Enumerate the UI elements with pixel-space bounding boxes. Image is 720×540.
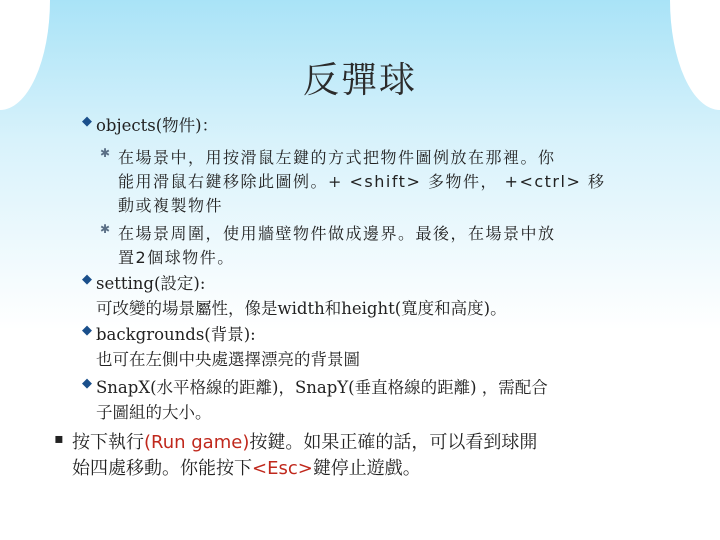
objects-sub2-line1: 在場景周圍，使用牆壁物件做成邊界。最後，在場景中放 xyxy=(118,224,556,243)
slide-title: 反彈球 xyxy=(302,60,417,101)
objects-sub1-line3: 動或複製物件 xyxy=(118,196,224,215)
run-line2 xyxy=(72,457,421,481)
square-bullet-icon xyxy=(52,431,66,455)
objects-sub1-line2 xyxy=(118,170,605,194)
objects-sub1-text-c: 移 xyxy=(581,172,606,191)
run-text-c: 始四處移動。你能按下 xyxy=(72,458,252,479)
backgrounds-body: 也可在左側中央處選擇漂亮的背景圖 xyxy=(96,350,360,369)
snap-line2: 子圖組的大小。 xyxy=(96,403,212,422)
diamond-bullet-icon xyxy=(80,376,94,400)
objects-sub1-text-a: 能用滑鼠右鍵移除此圖例。+ xyxy=(118,172,350,191)
run-game-label: (Run game) xyxy=(144,432,250,453)
run-line1 xyxy=(72,431,537,455)
run-text-a: 按下執行 xyxy=(72,432,144,453)
objects-sub2-line2 xyxy=(118,246,235,270)
ball-count-number: 2 xyxy=(135,248,148,267)
objects-sub2-text-a: 置 xyxy=(118,248,136,267)
backgrounds-heading: backgrounds(背景): xyxy=(96,325,256,344)
star-bullet-icon xyxy=(98,146,112,170)
run-text-b: 按鍵。如果正確的話，可以看到球開 xyxy=(249,432,538,453)
objects-sub1-text-b: 多物件， xyxy=(421,172,505,191)
run-text-d: 鍵停止遊戲。 xyxy=(312,458,421,479)
esc-key-label: <Esc> xyxy=(252,458,313,479)
shift-key-text: <shift> xyxy=(349,172,422,191)
diamond-bullet-icon xyxy=(80,272,94,296)
star-bullet-icon xyxy=(98,222,112,246)
objects-heading: objects(物件)： xyxy=(96,116,219,135)
setting-heading: setting(設定): xyxy=(96,274,206,293)
diamond-bullet-icon xyxy=(80,114,94,138)
ctrl-key-text: +<ctrl> xyxy=(504,172,582,191)
diamond-bullet-icon xyxy=(80,323,94,347)
objects-sub2-text-b: 個球物件。 xyxy=(147,248,235,267)
setting-body: 可改變的場景屬性，像是width和height(寬度和高度)。 xyxy=(96,299,507,318)
objects-sub1-line1: 在場景中，用按滑鼠左鍵的方式把物件圖例放在那裡。你 xyxy=(118,148,556,167)
snap-line1: SnapX(水平格線的距離)，SnapY(垂直格線的距離) ，需配合 xyxy=(96,378,548,397)
